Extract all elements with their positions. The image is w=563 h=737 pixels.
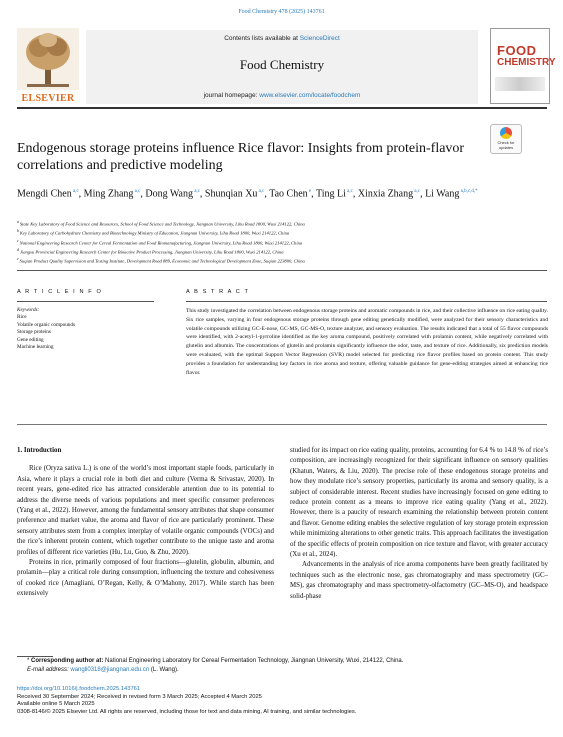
body-paragraph: studied for its impact on rice eating quality, proteins, accounting for 6.4 % to 14.8 % of rice’s composition, are increasingly recognized for their significant influence on sensory qualities (Khatun, Waters, & Liu, 2020). The precise role of these endogenous storage proteins and how they modulate rice’s sensory properties, particularly its aroma and sensory quality, is a subject of considerable interest. Recent studies have increasingly focused on gene editing to reduce protein content as a means to improve rice eating quality (Yang et al., 2022). However, there is a paucity of research examining the relationship between protein content and flavor. Genome editing enables the selective regulation of key storage protein expression while minimizing alterations to other genetic traits. This approach facilitates the investigation of the specific effects of protein composition on rice texture and flavor, with greater accuracy (Xu et al., 2024). (290, 447, 548, 559)
author-affiliation-marker[interactable]: e (307, 189, 312, 194)
journal-name: Food Chemistry (239, 57, 325, 72)
cover-band (495, 77, 545, 91)
copyright: 0308-8146/© 2025 Elsevier Ltd. All rights are reserved, including those for text and data mining, AI training, and similar technologies. (17, 708, 357, 715)
section-heading: 1. Introduction (17, 447, 62, 454)
homepage-line: journal homepage: www.elsevier.com/locate/foodchem (203, 92, 361, 99)
email-suffix: (L. Wang). (149, 666, 179, 673)
author-name[interactable]: Xinxia Zhang (357, 188, 414, 200)
footnote-label: Corresponding author at: (31, 658, 104, 664)
journal-header (86, 30, 478, 104)
cover-title-chemistry: CHEMISTRY (497, 57, 556, 68)
check-updates-label: Check for updates (497, 140, 515, 150)
affiliation-letter: a (17, 220, 20, 224)
affiliation-item: $^b$ Key Laboratory of Carbohydrate Chemistry and Biotechnology Ministry of Education, Jiangnan University, Lihu Road 1800, Wuxi 214122, China (17, 229, 290, 236)
section-rule (17, 270, 547, 271)
keywords-label: Keywords: (17, 307, 40, 313)
affiliation-letter: c (17, 238, 20, 243)
affiliation-item: $^e$ Suqian Product Quality Supervision and Testing Institute, Development Road 889, Economic and Technological Development Zone, Suqian 223800, China (17, 257, 305, 264)
keyword-item: Storage proteins (17, 329, 51, 336)
keyword-item: Machine learning (17, 344, 54, 351)
affiliation-list (17, 219, 537, 266)
received-dates: Received 30 September 2024; Received in revised form 3 March 2025; Accepted 4 March 2025 (17, 693, 262, 700)
author-list: Mengdi Chen $^{a,c}$, Ming Zhang $^{a,c}$, Dong Wang $^{a,c}$, Shunqian Xu $^{a,c}$, Tao Chen $^e$, Ting Li $^{a,c}$, Xinxia Zhang $^{a,c}$, Li Wang $^{a,b,c,d,*}$ (17, 188, 478, 200)
author-affiliation-marker[interactable]: a,c (133, 189, 141, 194)
author-affiliation-marker[interactable]: a,c (257, 189, 265, 194)
header-rule (17, 107, 547, 109)
author-name[interactable]: Shunqian Xu (204, 188, 258, 200)
author-name[interactable]: Ming Zhang (83, 188, 134, 200)
abstract-heading: A B S T R A C T (186, 289, 250, 295)
article-title: Endogenous storage proteins influence Rice flavor: Insights from protein-flavor correlations and predictive modeling (17, 141, 465, 173)
sciencedirect-link[interactable]: ScienceDirect (299, 35, 340, 42)
abstract-rule (186, 301, 547, 302)
check-for-updates-button[interactable] (490, 124, 522, 154)
homepage-link[interactable]: www.elsevier.com/locate/foodchem (259, 92, 361, 99)
author-name[interactable]: Mengdi Chen (17, 188, 72, 200)
email-label: E-mail address: (27, 666, 69, 673)
affiliation-item: $^c$ National Engineering Research Center for Cereal Fermentation and Food Biomanufacturing, Jiangnan University, Lihu Road 1800, Wuxi 214122, China (17, 238, 303, 246)
keyword-list (17, 307, 157, 351)
author-affiliation-marker[interactable]: a,b,c,d,* (459, 189, 478, 194)
check-updates-icon (500, 127, 512, 139)
journal-reference[interactable]: Food Chemistry 478 (2025) 143761 (238, 9, 325, 15)
footnote-marker: * (27, 658, 30, 664)
affiliation-letter: e (17, 257, 20, 262)
affiliation-item: $^d$ Jiangsu Provincial Engineering Research Center for Bioactive Product Processing, Jiangnan University, Lihu Road 1800, Wuxi 214122, China (17, 247, 284, 255)
body-paragraph: Advancements in the analysis of rice aroma components have been greatly facilitated by techniques such as the electronic nose, gas chromatography and mass spectrometry (GC–MS), gas chromatography and mass spectrometry-olfactometry (GC–MS-O), and headspace solid-phase (290, 561, 548, 600)
author-name[interactable]: Ting Li (315, 188, 346, 200)
cover-title-food: FOOD (497, 43, 537, 58)
footnote (17, 657, 547, 674)
author-affiliation-marker[interactable]: a,c (413, 189, 421, 194)
elsevier-logo (17, 28, 79, 104)
body-column-right (290, 446, 548, 602)
abstract-text: This study investigated the correlation between endogenous storage proteins and aromatic compounds in rice, and their collective influence on rice eating quality. Six rice samples, varying in four endogenous storage proteins through gene editing genetically modified, were analyzed for their sensory characteristics and volatile compounds utilizing GC-E-nose, GC-MS, GC-MS-O, texture analyzer, and sensory evaluation. The results indicated that a total of 55 flavor compounds were identified, with 2-acetyl-1-pyrroline identified as the key aroma compound, positively correlated with prolamin content, while negatively correlated with glutelin and albumin. The concentrations of glutelin and prolamin significantly influence the odor, taste, and texture of rice. Additionally, six prediction models were evaluated, with the optimal Support Vector Regression (SVR) model selected for predicting rice flavor profiles based on protein content. This study provides a foundation for understanding key factors in rice aroma and texture, offering valuable guidance for gene-editing strategies aimed at enhancing rice flavor. (186, 308, 548, 376)
available-date: Available online 5 March 2025 (17, 701, 95, 708)
article-info-heading: A R T I C L E I N F O (17, 289, 103, 295)
author-affiliation-marker[interactable]: a,c (345, 189, 353, 194)
affiliation-letter: b (17, 229, 20, 234)
affiliation-item: $^a$ State Key Laboratory of Food Science and Resources, School of Food Science and Technology, Jiangnan University, Lihu Road 1800, Wuxi 214122, China (17, 220, 305, 227)
elsevier-tree-icon (17, 28, 79, 90)
contents-line: Contents lists available at ScienceDirect (224, 35, 340, 42)
footnote-text: National Engineering Laboratory for Cereal Fermentation Technology, Jiangnan University, Wuxi, 214122, China. (103, 658, 404, 664)
journal-cover (490, 28, 556, 104)
author-name[interactable]: Dong Wang (145, 188, 193, 200)
doi-link[interactable]: https://doi.org/10.1016/j.foodchem.2025.143761 (17, 686, 141, 692)
publication-info (17, 686, 547, 716)
author-name[interactable]: Tao Chen (269, 188, 308, 200)
keyword-item: Gene editing (17, 336, 44, 343)
author-affiliation-marker[interactable]: a,c (192, 189, 200, 194)
keyword-item: Rice (17, 314, 27, 321)
body-rule (17, 424, 547, 425)
body-paragraph: Rice (Oryza sativa L.) is one of the world’s most important staple foods, particularly in Asia, where it plays a crucial role in both diet and culture (Verma & Srivastav, 2020). In recent years, gene-edited rice has attracted considerable attention due to its potential to address the diverse needs of various populations and meet specific consumer preferences (Yang et al., 2022). However, among the fundamental sensory attributes that shape consumer preference and market value, the aroma and flavor of rice are particularly prominent. These sensory attributes stem from a complex interplay of volatile organic compounds (VOCs) and the rice’s inherent protein content, which together contribute to the unique taste and aroma profiles of different rice varieties (Hu, Lu, Guo, & Zhu, 2020). (17, 465, 274, 556)
publisher-name: ELSEVIER (21, 93, 75, 104)
article-info-rule (17, 301, 154, 302)
affiliation-letter: d (17, 247, 20, 252)
body-column-left (17, 446, 274, 600)
email-link[interactable]: wangli0318@jiangnan.edu.cn (70, 666, 150, 673)
author-name[interactable]: Li Wang (425, 188, 460, 200)
keyword-item: Volatile organic compounds (17, 321, 76, 328)
body-paragraph: Proteins in rice, primarily composed of four fractions—glutelin, globulin, albumin, and prolamin—play a critical role during consumption, influencing the texture and cohesiveness of cooked rice (Amagliani, O’Regan, Kelly, & O’Mahony, 2017). While starch has been extensively (17, 559, 274, 598)
author-affiliation-marker[interactable]: a,c (71, 189, 79, 194)
